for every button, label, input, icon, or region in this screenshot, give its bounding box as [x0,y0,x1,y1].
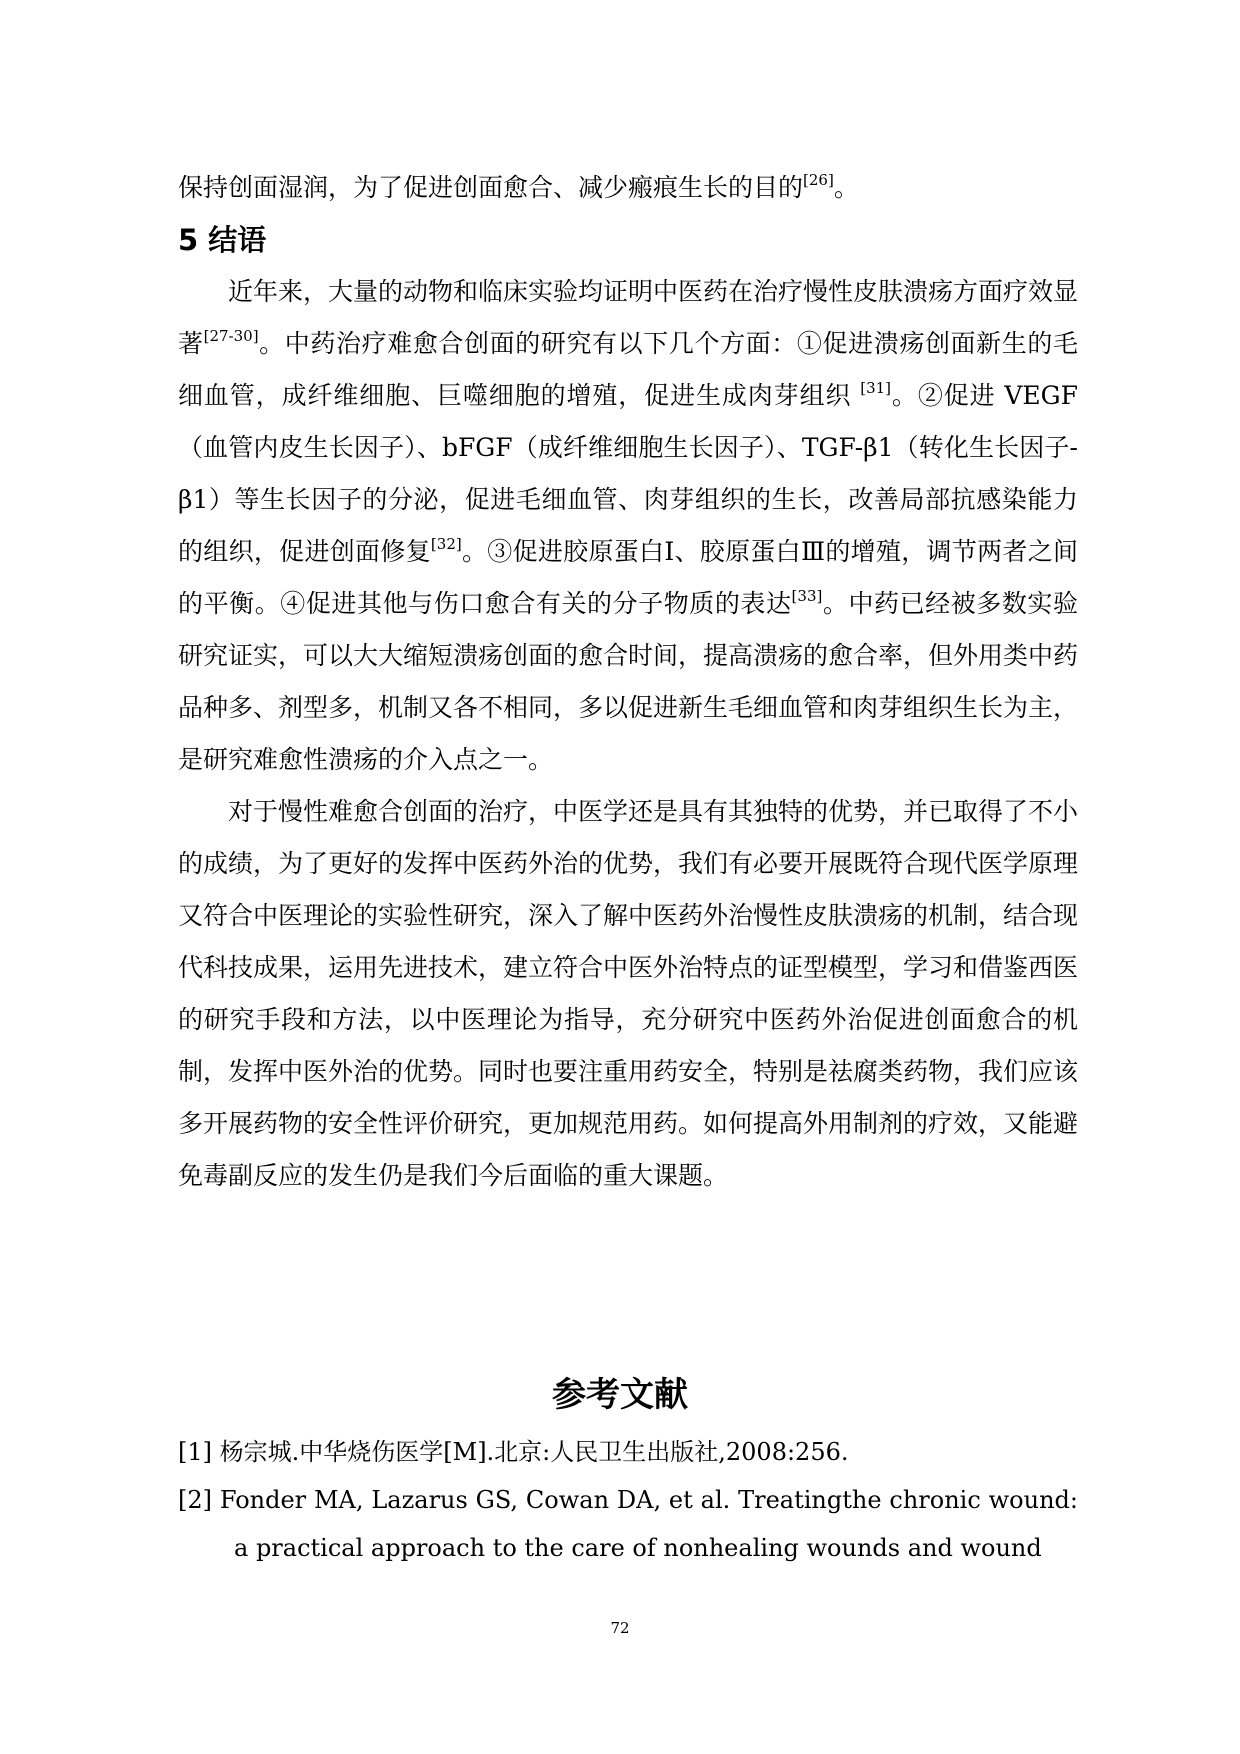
paragraph-text: 近年来，大量的动物和临床实验均证明中医药在治疗慢性皮肤溃疡方面疗效显著 [178,277,1079,358]
citation: [27-30] [203,327,259,345]
references-title: 参考文献 [552,1375,688,1415]
paragraph-text: 。②促进 VEGF（血管内皮生长因子）、bFGF（成纤维细胞生长因子）、TGF-β1（转化生长因子-β1）等生长因子的分泌，促进毛细血管、肉芽组织的生长，改善局部抗感染能力的组织，促进创面修复 [178,381,1078,566]
citation: [26] [803,171,834,189]
paragraph-text: 。中药治疗难愈合创面的研究有以下几个方面：①促进溃疡创面新生的毛细血管，成纤维细胞、巨噬细胞的增殖，促进生成肉芽组织 [178,329,1078,410]
references-list [178,1428,1078,1572]
paragraph-2: 对于慢性难愈合创面的治疗，中医学还是具有其独特的优势，并已取得了不小的成绩，为了更好的发挥中医药外治的优势，我们有必要开展既符合现代医学原理又符合中医理论的实验性研究，深入了解中医药外治慢性皮肤溃疡的机制，结合现代科技成果，运用先进技术，建立符合中医外治特点的证型模型，学习和借鉴西医的研究手段和方法，以中医理论为指导，充分研究中医药外治促进创面愈合的机制，发挥中医外治的优势。同时也要注重用药安全，特别是祛腐类药物，我们应该多开展药物的安全性评价研究，更加规范用药。如何提高外用制剂的疗效，又能避免毒副反应的发生仍是我们今后面临的重大课题。 [178,797,1079,1190]
paragraph-text: 。③促进胶原蛋白Ⅰ、胶原蛋白Ⅲ的增殖，调节两者之间的平衡。④促进其他与伤口愈合有关的分子物质的表达 [178,537,1078,618]
paragraph-1 [178,266,1078,786]
paragraph-continuation [178,162,1078,214]
page-number: 72 [610,1619,630,1637]
paragraph-text: 。 [833,173,859,202]
citation: [33] [791,587,823,605]
body-text [178,162,1078,1202]
reference-item: [2] Fonder MA, Lazarus GS, Cowan DA, et al. Treatingthe chronic wound: a practical approach to the care of nonhealing wounds and wound [178,1486,1078,1562]
reference-item: [1] 杨宗城.中华烧伤医学[M].北京:人民卫生出版社,2008:256. [178,1438,849,1466]
paragraph-text: 保持创面湿润，为了促进创面愈合、减少瘢痕生长的目的 [178,173,804,202]
citation: [32] [430,535,462,553]
paragraph-text: 。中药已经被多数实验研究证实，可以大大缩短溃疡创面的愈合时间，提高溃疡的愈合率，但外用类中药品种多、剂型多，机制又各不相同，多以促进新生毛细血管和肉芽组织生长为主，是研究难愈性溃疡的介入点之一。 [178,589,1079,774]
citation: [31] [860,379,892,397]
section-heading: 5 结语 [178,223,267,257]
